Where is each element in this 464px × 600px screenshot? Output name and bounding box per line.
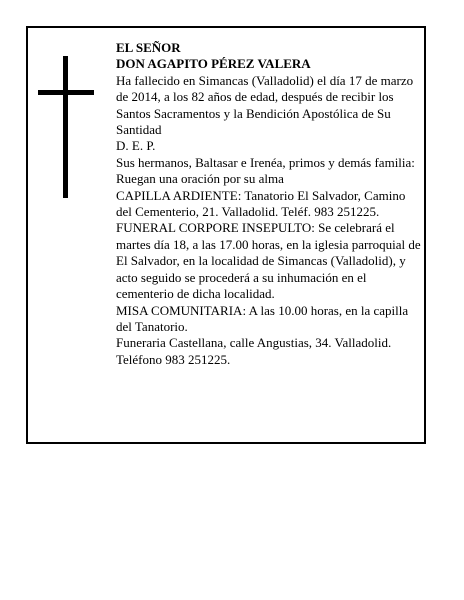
chapel-info: CAPILLA ARDIENTE: Tanatorio El Salvador, Camino del Cementerio, 21. Valladolid. Teléf. 983 251225. — [116, 187, 406, 220]
cross-vertical-bar — [63, 56, 68, 198]
latin-cross-icon — [38, 56, 94, 198]
funeral-home-info: Funeraria Castellana, calle Angustias, 34. Valladolid. Teléfono 983 251225. — [116, 335, 392, 367]
notice-body — [116, 40, 422, 368]
notice-title: EL SEÑOR — [116, 40, 181, 55]
death-announcement: Ha fallecido en Simancas (Valladolid) el día 17 de marzo de 2014, a los 82 años de edad, después de recibir los Santos Sacramentos y la Bendición Apostólica de Su Santidad — [116, 72, 414, 138]
rip-line: D. E. P. — [116, 138, 156, 154]
mass-info: MISA COMUNITARIA: A las 10.00 horas, en la capilla del Tanatorio. — [116, 302, 409, 334]
prayer-request: Ruegan una oración por su alma — [116, 171, 284, 187]
deceased-name: DON AGAPITO PÉREZ VALERA — [116, 56, 311, 72]
family-line: Sus hermanos, Baltasar e Irenéa, primos y demás familia: — [116, 154, 415, 170]
cross-horizontal-bar — [38, 90, 94, 95]
funeral-info: FUNERAL CORPORE INSEPULTO: Se celebrará el martes día 18, a las 17.00 horas, en la iglesia parroquial de El Salvador, en la localidad de Simancas (Valladolid), y acto seguido se procederá a su inhumación en el cementerio de dicha localidad. — [116, 220, 421, 302]
obituary-notice — [26, 26, 426, 444]
